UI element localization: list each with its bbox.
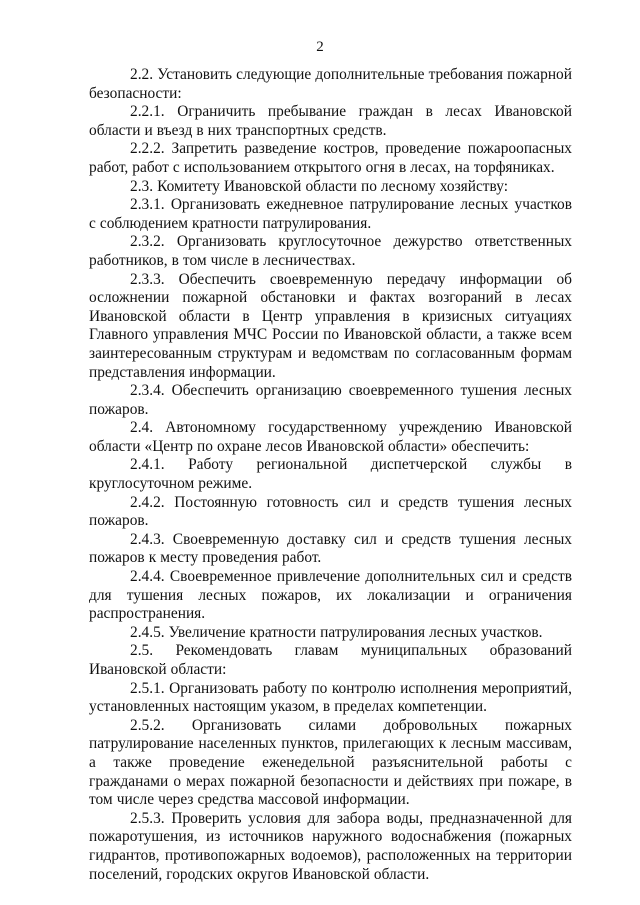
paragraph-2-5-3: 2.5.3. Проверить условия для забора воды, предназначенной для пожаротушения, из источников наружного водоснабжения (пожарных гидрантов, противопожарных водоемов), расположенных на территории поселений, городских округов Ивановской области. — [89, 809, 572, 883]
page-number: 2 — [316, 39, 324, 55]
paragraph-2-3-3: 2.3.3. Обеспечить своевременную передачу информации об осложнении пожарной обстановки и фактах возгораний в лесах Ивановской области в Центр управления в кризисных ситуациях Главного управления МЧС России по Ивановской области, а также всем заинтересованным структурам и ведомствам по согласованным формам представления информации. — [89, 270, 572, 381]
paragraph-2-4-1: 2.4.1. Работу региональной диспетчерской службы в круглосуточном режиме. — [89, 456, 572, 493]
paragraph-2-2: 2.2. Установить следующие дополнительные требования пожарной безопасности: — [89, 66, 572, 102]
paragraph-2-5: 2.5. Рекомендовать главам муниципальных образований Ивановской области: — [89, 642, 572, 678]
paragraph-2-3-2: 2.3.2. Организовать круглосуточное дежурство ответственных работников, в том числе в лесничествах. — [89, 233, 572, 269]
paragraph-2-5-2: 2.5.2. Организовать силами добровольных пожарных патрулирование населенных пунктов, прилегающих к лесным массивам, а также проведение еженедельной разъяснительной работы с гражданами о мерах пожарной безопасности и действиях при пожаре, в том числе через средства массовой информации. — [89, 716, 572, 809]
paragraph-2-4-2: 2.4.2. Постоянную готовность сил и средств тушения лесных пожаров. — [89, 493, 572, 530]
paragraph-2-2-2: 2.2.2. Запретить разведение костров, проведение пожароопасных работ, работ с использованием открытого огня в лесах, на торфяниках. — [89, 140, 572, 176]
paragraph-2-2-1: 2.2.1. Ограничить пребывание граждан в лесах Ивановской области и въезд в них транспортных средств. — [89, 103, 572, 139]
paragraph-2-3: 2.3. Комитету Ивановской области по лесному хозяйству: — [130, 177, 509, 195]
paragraph-2-5-1: 2.5.1. Организовать работу по контролю исполнения мероприятий, установленных настоящим указом, в пределах компетенции. — [89, 679, 572, 716]
paragraph-2-4-3: 2.4.3. Своевременную доставку сил и средств тушения лесных пожаров к месту проведения работ. — [89, 530, 572, 567]
paragraph-2-3-4: 2.3.4. Обеспечить организацию своевременного тушения лесных пожаров. — [89, 382, 572, 418]
document-body — [89, 66, 572, 884]
paragraph-2-4: 2.4. Автономному государственному учреждению Ивановской области «Центр по охране лесов Ивановской области» обеспечить: — [89, 419, 572, 455]
paragraph-2-4-5: 2.4.5. Увеличение кратности патрулирования лесных участков. — [130, 623, 543, 641]
paragraph-2-4-4: 2.4.4. Своевременное привлечение дополнительных сил и средств для тушения лесных пожаров, их локализации и ограничения распространения. — [89, 568, 572, 623]
paragraph-2-3-1: 2.3.1. Организовать ежедневное патрулирование лесных участков с соблюдением кратности патрулирования. — [89, 196, 572, 232]
